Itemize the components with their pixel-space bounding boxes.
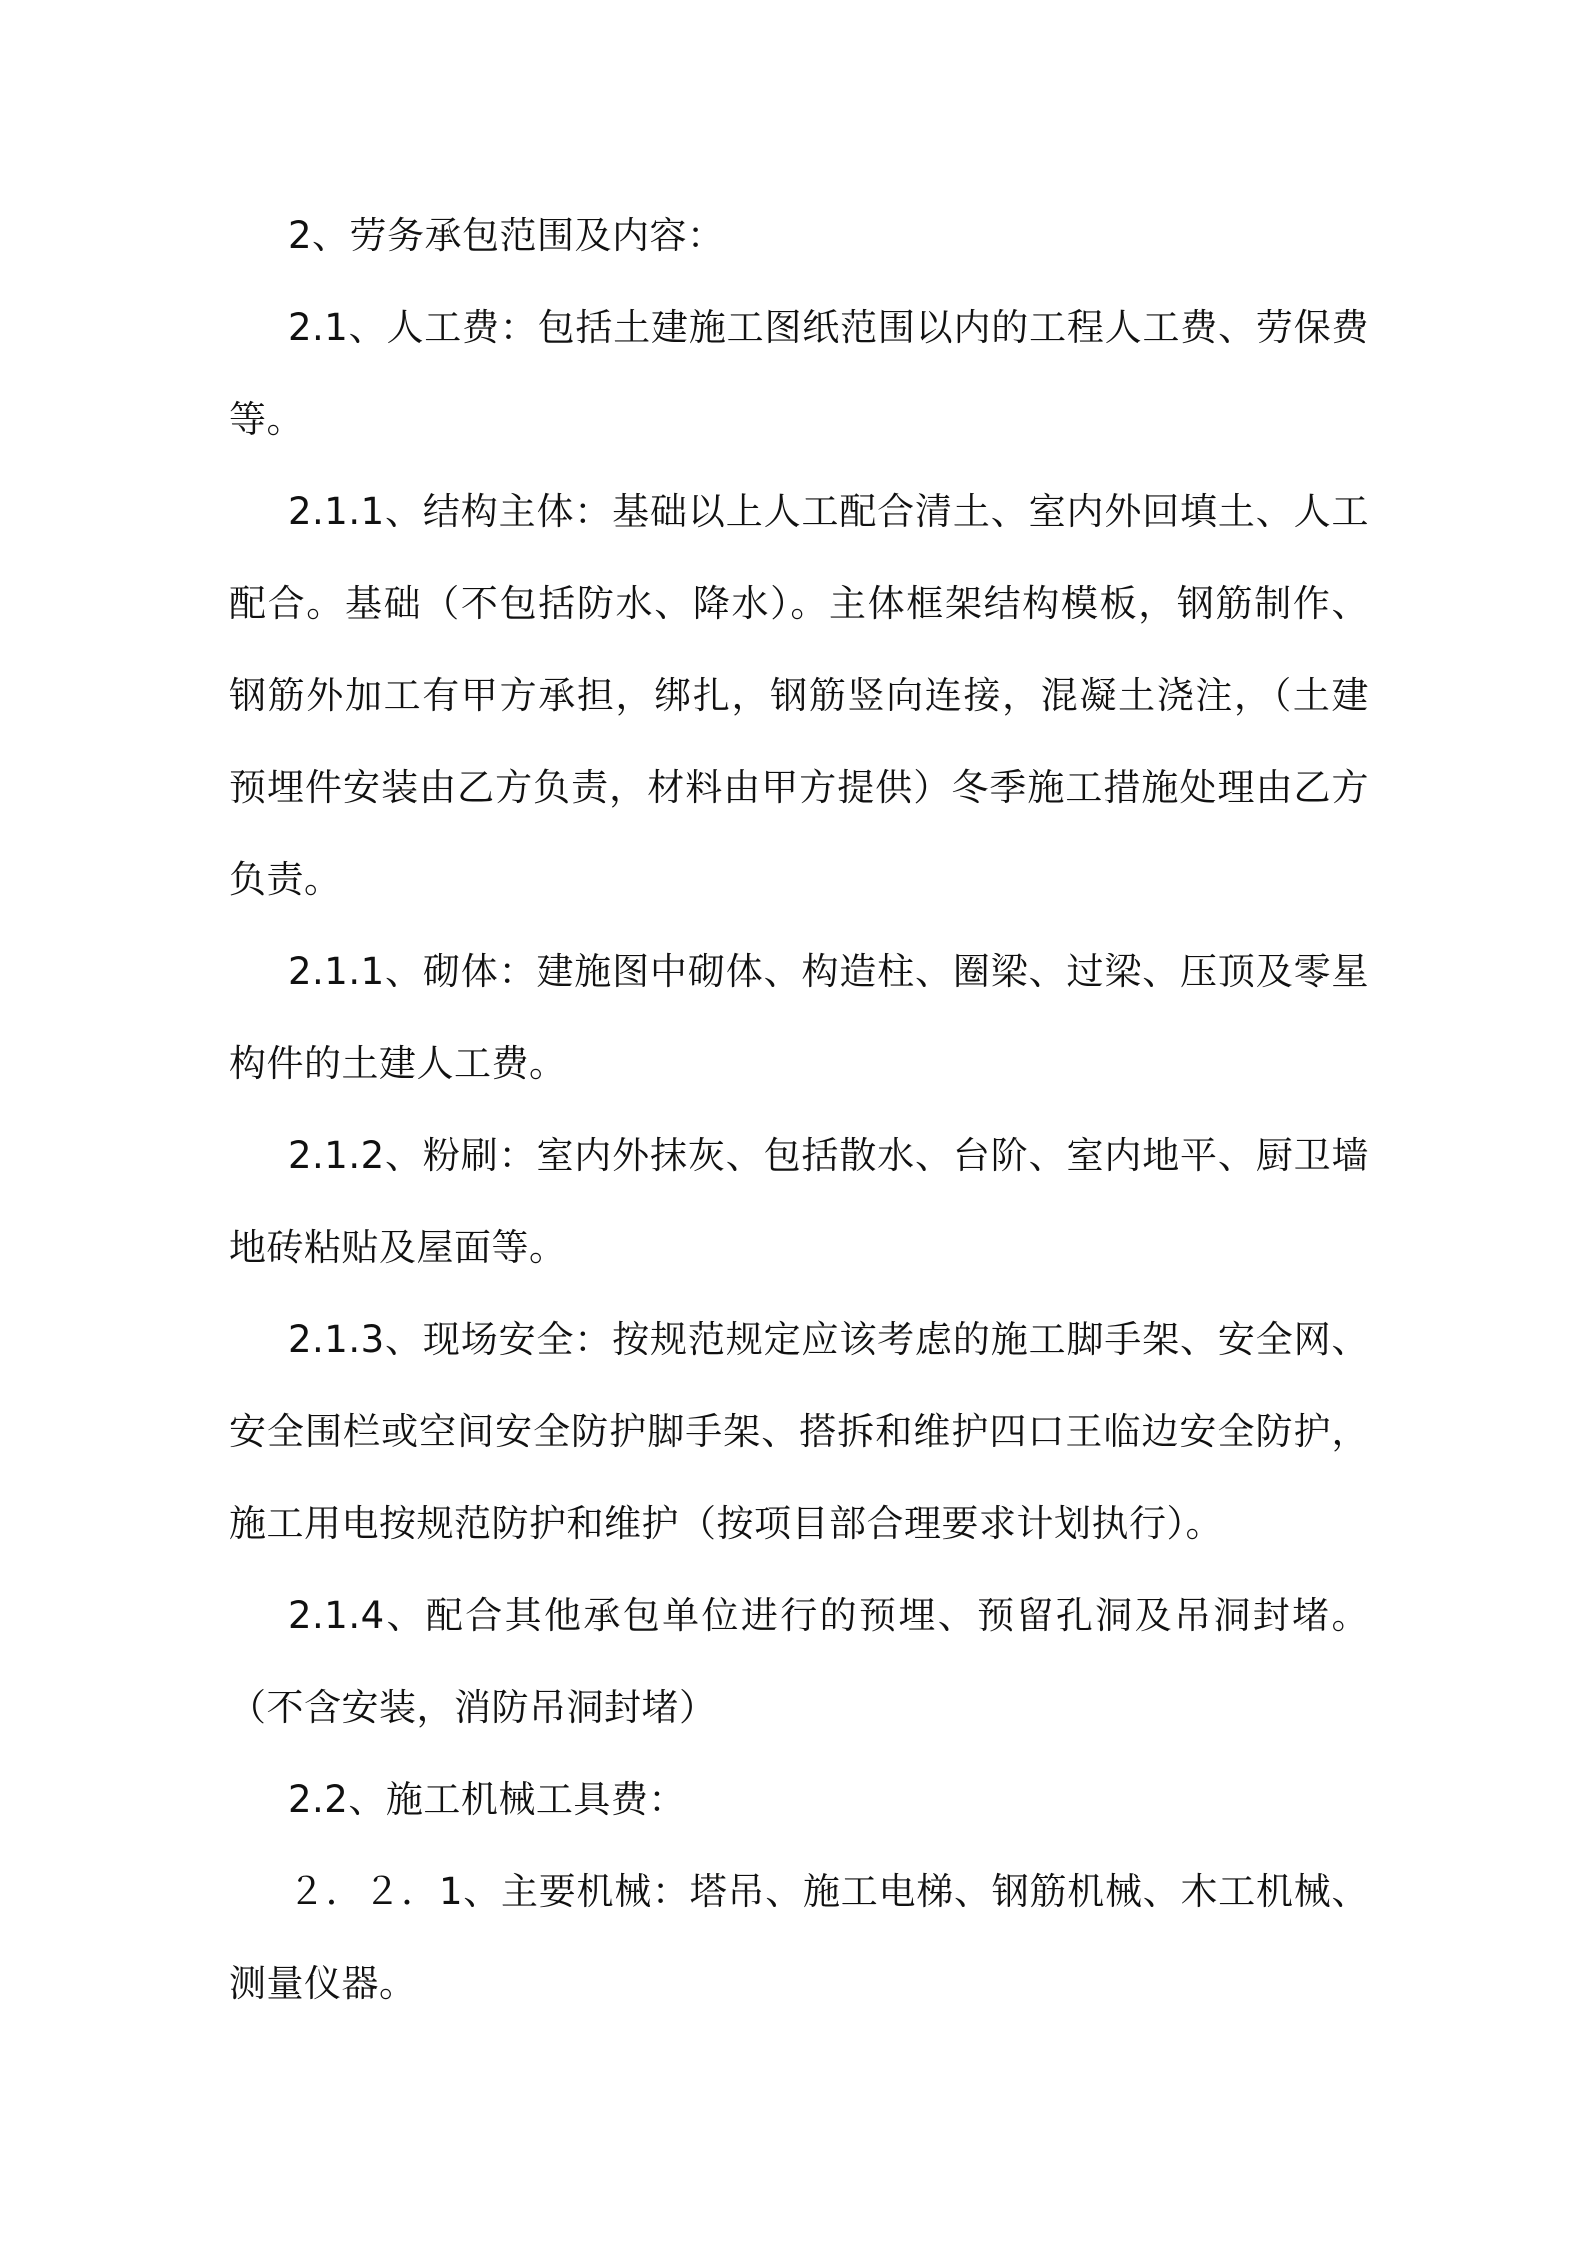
document-body [229, 190, 1369, 2030]
paragraph-site-safety: 2.1.3、现场安全：按规范规定应该考虑的施工脚手架、安全网、安全围栏或空间安全防护脚手架、搭拆和维护四口王临边安全防护，施工用电按规范防护和维护（按项目部合理要求计划执行）。 [229, 1318, 1369, 1545]
paragraph-embedded-parts: 2.1.4、配合其他承包单位进行的预埋、预留孔洞及吊洞封堵。（不含安装，消防吊洞封堵） [229, 1594, 1369, 1729]
paragraph-labor-cost: 2.1、人工费：包括土建施工图纸范围以内的工程人工费、劳保费等。 [229, 306, 1369, 441]
section-heading: 2、劳务承包范围及内容： [288, 214, 725, 257]
paragraph-machinery-heading: 2.2、施工机械工具费： [288, 1778, 686, 1821]
paragraph-main-structure: 2.1.1、结构主体：基础以上人工配合清土、室内外回填土、人工配合。基础（不包括防水、降水）。主体框架结构模板，钢筋制作、钢筋外加工有甲方承担，绑扎，钢筋竖向连接，混凝土浇注，（土建预埋件安装由乙方负责，材料由甲方提供）冬季施工措施处理由乙方负责。 [229, 490, 1369, 901]
paragraph-masonry: 2.1.1、砌体：建施图中砌体、构造柱、圈梁、过梁、压顶及零星构件的土建人工费。 [229, 950, 1369, 1085]
paragraph-main-machinery: ２．２．1、主要机械：塔吊、施工电梯、钢筋机械、木工机械、测量仪器。 [229, 1870, 1369, 2005]
paragraph-plastering: 2.1.2、粉刷：室内外抹灰、包括散水、台阶、室内地平、厨卫墙地砖粘贴及屋面等。 [229, 1134, 1369, 1269]
